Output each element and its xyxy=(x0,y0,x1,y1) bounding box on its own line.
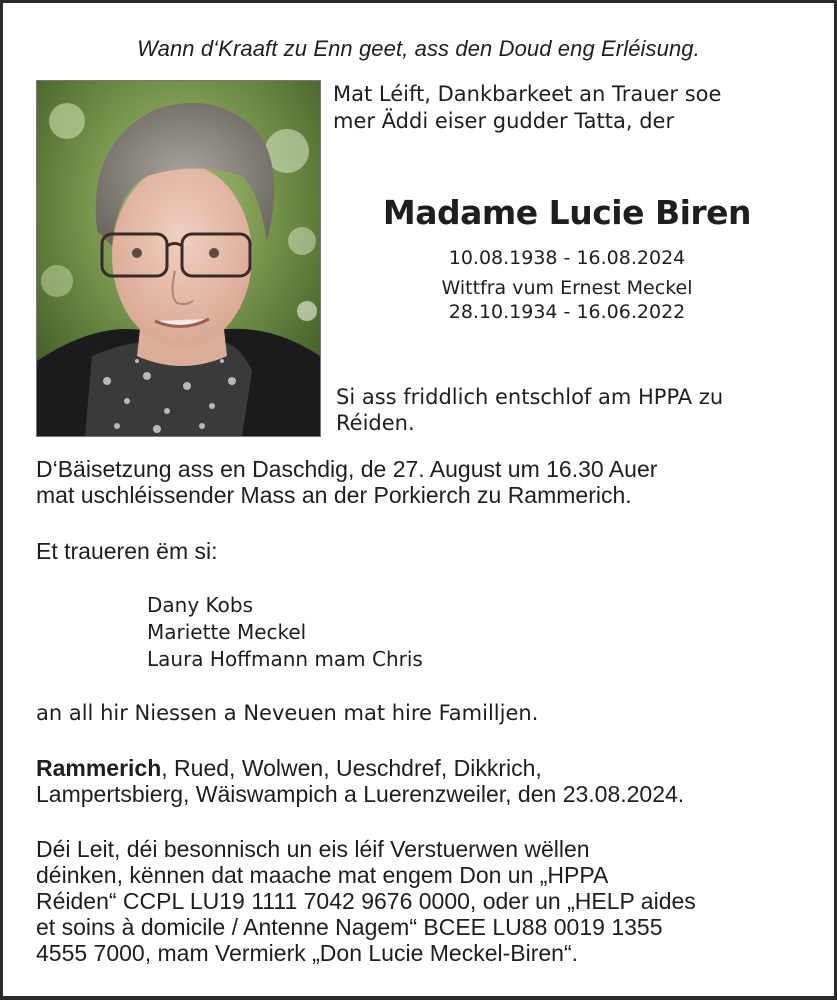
deceased-name: Madame Lucie Biren xyxy=(382,193,752,232)
portrait-illustration xyxy=(37,81,320,436)
spouse-label: Wittfra vum Ernest Meckel xyxy=(441,277,693,299)
life-dates: 10.08.1938 - 16.08.2024 xyxy=(448,247,686,269)
donation-line: 4555 7000, mam Vermierk „Don Lucie Meckel-Biren“. xyxy=(36,940,579,966)
places-line-2: Lampertsbierg, Wäiswampich a Luerenzweiler, den 23.08.2024. xyxy=(36,781,685,807)
donation-line: Déi Leit, déi besonnisch un eis léif Verstuerwen wëllen xyxy=(36,836,590,862)
donation-info xyxy=(36,836,816,966)
spouse-dates: 28.10.1934 - 16.06.2022 xyxy=(448,301,686,323)
donation-line: et soins à domicile / Antenne Nagem“ BCEE LU88 0019 1355 xyxy=(36,914,663,940)
places-date xyxy=(36,755,816,807)
intro-line: mer Äddi eiser gudder Tatta, der xyxy=(333,109,675,133)
motto-quote: Wann d‘Kraaft zu Enn geet, ass den Doud eng Erléisung. xyxy=(137,36,700,61)
intro-text xyxy=(333,81,813,135)
relatives-line: an all hir Niessen a Neveuen mat hire Familljen. xyxy=(36,701,539,725)
passed-line: Réiden. xyxy=(336,411,415,435)
donation-line: déinken, kënnen dat maache mat engem Don un „HPPA xyxy=(36,862,609,888)
mourner-name: Dany Kobs xyxy=(147,593,253,617)
mourners-list xyxy=(147,592,423,673)
donation-line: Réiden“ CCPL LU19 1111 7042 9676 0000, oder un „HELP aides xyxy=(36,888,696,914)
intro-line: Mat Léift, Dankbarkeet an Trauer soe xyxy=(333,82,722,106)
portrait-photo xyxy=(36,80,321,437)
mourners-heading: Et traueren ëm si: xyxy=(36,538,218,564)
places-line-1 xyxy=(36,755,816,781)
places-rest: , Rued, Wolwen, Ueschdref, Dikkrich, xyxy=(161,755,542,781)
funeral-line: D‘Bäisetzung ass en Daschdig, de 27. August um 16.30 Auer xyxy=(36,456,658,482)
passed-line: Si ass friddlich entschlof am HPPA zu xyxy=(336,385,724,409)
passed-away-text xyxy=(336,384,816,436)
mourner-name: Mariette Meckel xyxy=(147,620,307,644)
funeral-line: mat uschléissender Mass an der Porkierch zu Rammerich. xyxy=(36,482,632,508)
mourner-name: Laura Hoffmann mam Chris xyxy=(147,647,423,671)
funeral-info xyxy=(36,456,816,508)
place-bold: Rammerich xyxy=(36,755,162,781)
dates-block xyxy=(333,246,801,324)
